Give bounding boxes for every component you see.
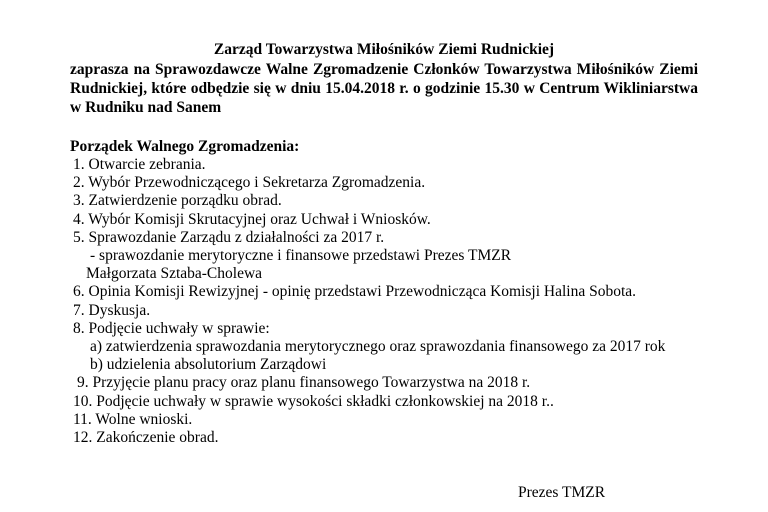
agenda-item: 4. Wybór Komisji Skrutacyjnej oraz Uchwał i Wniosków.	[73, 210, 431, 228]
agenda-item: 5. Sprawozdanie Zarządu z działalności za 2017 r.	[73, 228, 385, 246]
document-title: Zarząd Towarzystwa Miłośników Ziemi Rudnickiej	[213, 41, 555, 58]
agenda-item: 3. Zatwierdzenie porządku obrad.	[73, 192, 282, 210]
agenda-item: 8. Podjęcie uchwały w sprawie:	[73, 319, 270, 337]
agenda-item: 12. Zakończenie obrad.	[73, 429, 219, 447]
agenda-item: 7. Dyskusja.	[73, 301, 151, 319]
agenda-item: 2. Wybór Przewodniczącego i Sekretarza Zgromadzenia.	[73, 174, 426, 192]
agenda-item: 1. Otwarcie zebrania.	[73, 156, 206, 173]
agenda-item: 9. Przyjęcie planu pracy oraz planu finansowego Towarzystwa na 2018 r.	[77, 374, 531, 392]
agenda-subitem: b) udzielenia absolutorium Zarządowi	[90, 356, 327, 374]
agenda-heading: Porządek Walnego Zgromadzenia:	[70, 138, 300, 155]
invitation-text: zaprasza na Sprawozdawcze Walne Zgromadzenie Członków Towarzystwa Miłośników Ziemi Rudnickiej, które odbędzie się w dniu 15.04.2018 r. o godzinie 15.30 w Centrum Wikliniarstwa w Rudniku nad Sanem	[70, 61, 698, 116]
agenda-list	[73, 156, 733, 447]
agenda-subitem: - sprawozdanie merytoryczne i finansowe przedstawi Prezes TMZR	[90, 247, 512, 265]
agenda-item: 10. Podjęcie uchwały w sprawie wysokości składki członkowskiej na 2018 r..	[73, 392, 554, 410]
agenda-item: 11. Wolne wnioski.	[73, 410, 193, 428]
agenda-subitem: Małgorzata Sztaba-Cholewa	[86, 265, 263, 283]
agenda-item: 6. Opinia Komisji Rewizyjnej - opinię przedstawi Przewodnicząca Komisji Halina Sobota.	[73, 283, 637, 301]
agenda-subitem: a) zatwierdzenia sprawozdania merytorycznego oraz sprawozdania finansowego za 2017 rok	[90, 338, 666, 356]
signature: Prezes TMZR	[518, 484, 606, 501]
